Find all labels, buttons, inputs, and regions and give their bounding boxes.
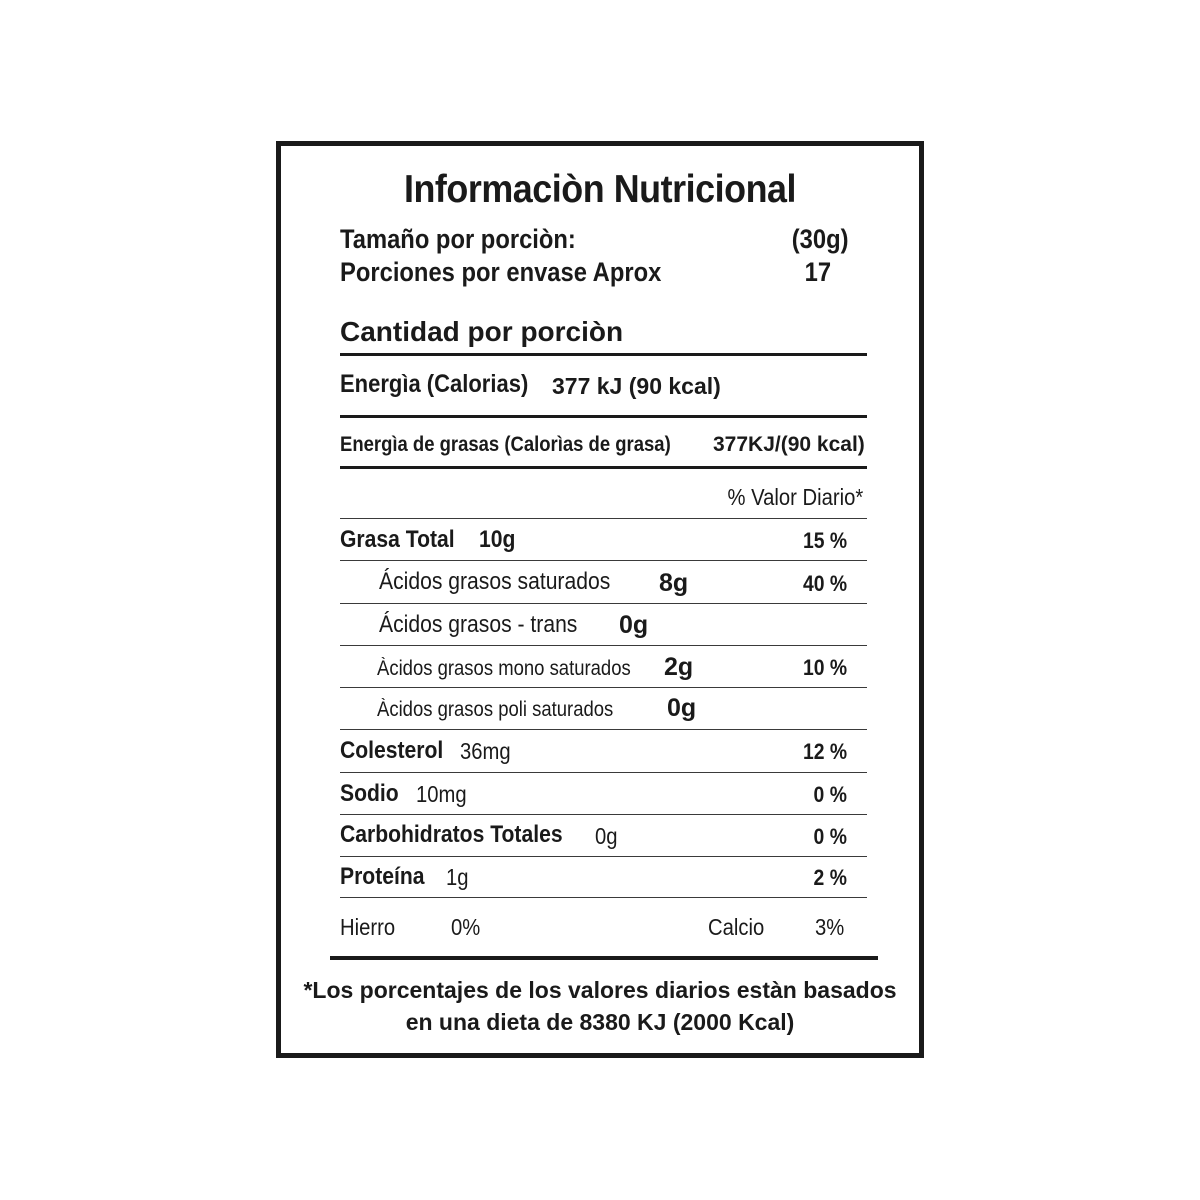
calcium-value: 3% <box>815 914 845 940</box>
divider <box>340 518 867 519</box>
energy-value: 377 kJ (90 kcal) <box>552 373 721 399</box>
serving-size-label: Tamaño por porciòn: <box>340 224 576 254</box>
nutrient-label-trans-fat: Ácidos grasos - trans <box>379 611 578 638</box>
nutrient-dv-cholesterol: 12 % <box>802 739 847 764</box>
nutrient-dv-saturated-fat: 40 % <box>802 571 847 596</box>
servings-per-container-value: 17 <box>804 257 831 287</box>
nutrient-amount-cholesterol: 36mg <box>460 738 511 764</box>
energy-label: Energìa (Calorias) <box>340 370 529 398</box>
footnote <box>281 974 919 1038</box>
fat-energy-value: 377KJ/(90 kcal) <box>713 433 865 456</box>
divider <box>340 645 867 646</box>
divider <box>340 814 867 815</box>
nutrient-label-sodium: Sodio <box>340 780 399 807</box>
nutrient-dv-total-carbohydrates: 0 % <box>813 824 847 849</box>
nutrient-amount-sodium: 10mg <box>416 781 467 807</box>
nutrient-label-total-fat: Grasa Total <box>340 526 455 553</box>
divider <box>330 956 878 960</box>
divider <box>340 603 867 604</box>
nutrient-label-saturated-fat: Ácidos grasos saturados <box>379 568 611 595</box>
nutrient-label-polyunsaturated-fat: Àcidos grasos poli saturados <box>377 698 614 721</box>
nutrient-amount-total-carbohydrates: 0g <box>595 823 618 849</box>
nutrient-label-cholesterol: Colesterol <box>340 737 444 764</box>
nutrient-dv-sodium: 0 % <box>813 782 847 807</box>
fat-energy-label: Energìa de grasas (Calorìas de grasa) <box>340 433 671 456</box>
serving-size-value: (30g) <box>792 224 849 254</box>
calcium-label: Calcio <box>708 914 765 940</box>
amount-per-serving-heading: Cantidad por porciòn <box>340 316 624 347</box>
divider <box>340 560 867 561</box>
footnote-line-1: *Los porcentajes de los valores diarios estàn basados <box>303 977 897 1003</box>
nutrient-dv-protein: 2 % <box>813 865 847 890</box>
nutrient-label-protein: Proteína <box>340 863 425 890</box>
servings-per-container-label: Porciones por envase Aprox <box>340 257 662 287</box>
nutrient-label-total-carbohydrates: Carbohidratos Totales <box>340 821 563 848</box>
panel-title: Informaciòn Nutricional <box>403 168 797 211</box>
nutrient-dv-total-fat: 15 % <box>802 528 847 553</box>
nutrient-amount-saturated-fat: 8g <box>659 569 689 597</box>
nutrient-amount-monounsaturated-fat: 2g <box>664 653 694 681</box>
iron-value: 0% <box>451 914 481 940</box>
divider <box>340 466 867 469</box>
nutrition-facts-panel <box>276 141 924 1058</box>
divider <box>340 772 867 773</box>
nutrient-label-monounsaturated-fat: Àcidos grasos mono saturados <box>377 657 631 680</box>
nutrient-amount-trans-fat: 0g <box>619 611 649 639</box>
iron-label: Hierro <box>340 914 396 940</box>
divider <box>340 687 867 688</box>
daily-value-header: % Valor Diario* <box>727 484 863 510</box>
divider <box>340 856 867 857</box>
nutrient-amount-protein: 1g <box>446 864 469 890</box>
divider <box>340 353 867 356</box>
divider <box>340 415 867 418</box>
nutrient-dv-monounsaturated-fat: 10 % <box>802 655 847 680</box>
divider <box>340 897 867 898</box>
footnote-line-2: en una dieta de 8380 KJ (2000 Kcal) <box>405 1009 795 1035</box>
divider <box>340 729 867 730</box>
nutrient-amount-polyunsaturated-fat: 0g <box>667 694 697 722</box>
nutrient-amount-total-fat: 10g <box>479 526 516 553</box>
